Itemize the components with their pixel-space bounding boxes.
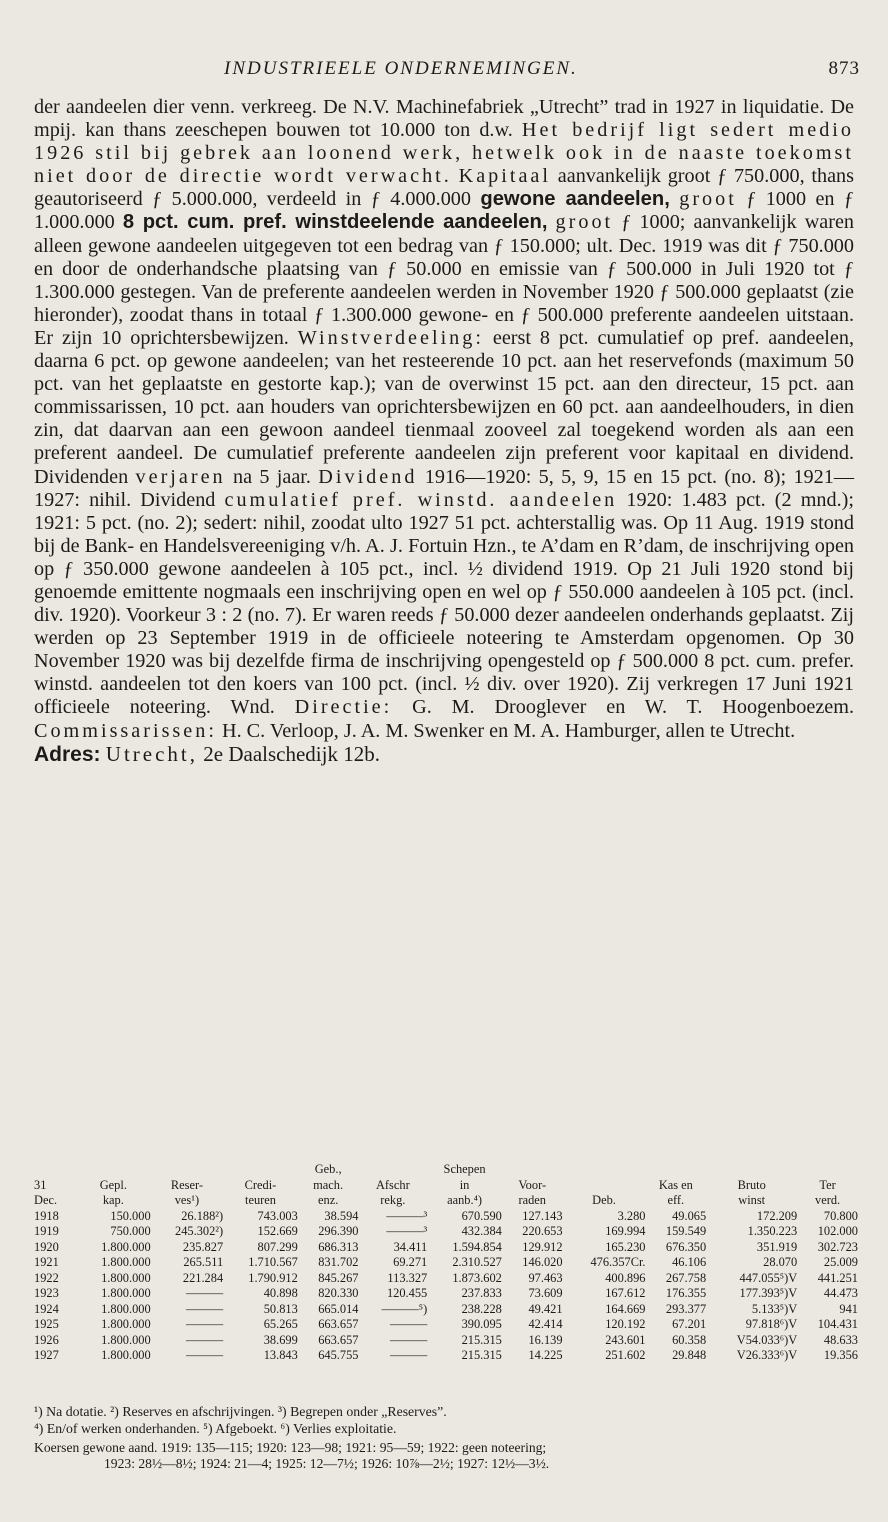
table-cell: 40.898 xyxy=(263,1286,298,1300)
table-cell: 1.800.000 xyxy=(101,1348,151,1362)
table-cell: 120.192 xyxy=(605,1317,646,1331)
table-cell: 38.594 xyxy=(324,1208,359,1223)
table-cell: 1922 xyxy=(34,1270,59,1285)
header-cell: Ter xyxy=(819,1177,836,1192)
table-cell: 44.473 xyxy=(823,1286,858,1300)
directie-label: Directie: xyxy=(294,696,393,719)
table-cell: 941 xyxy=(839,1301,858,1316)
table-cell: 237.833 xyxy=(461,1286,502,1300)
table-cell: 1.800.000 xyxy=(101,1255,151,1269)
table-row xyxy=(34,1333,858,1349)
text-run: na 5 jaar. xyxy=(232,465,311,488)
header-cell xyxy=(358,1162,427,1178)
table-cell: 665.014 xyxy=(318,1301,359,1316)
text-run: eerst 8 pct. cumulatief op pref. aandeelen, daarna 6 pct. op gewone aandeelen; van het resteerende 10 pct. aan het reservefonds (maximum 50 pct. van het geplaatste en gestorte kap.); van de overwinst 15 pct. aan den directeur, 15 pct. aan commissarissen, 10 pct. aan houders van oprichtersbewijzen en 60 pct. aan aandeelhouders, in dien zin, dat daarvan aan een gewoon aandeel tienmaal zooveel zal toegekend worden als aan een preferent aandeel. De cumulatief preferente aandeelen zijn preferent voor kapitaal en dividend. Dividenden xyxy=(34,326,855,488)
table-cell: 127.143 xyxy=(522,1208,563,1223)
footnote-line: ⁴) En/of werken onderhanden. ⁵) Afgeboekt. ⁶) Verlies exploitatie. xyxy=(34,1420,397,1436)
koersen-line: 1923: 28½—8½; 1924: 21—4; 1925: 12—7½; 1926: 10⅞—2½; 1927: 12½—3½. xyxy=(104,1456,550,1471)
table-cell: 150.000 xyxy=(110,1208,151,1223)
table-cell: 97.463 xyxy=(528,1270,563,1285)
adres-city: Utrecht, xyxy=(105,741,199,766)
table-cell: ——— xyxy=(185,1348,224,1362)
table-cell: 48.633 xyxy=(823,1332,858,1347)
header-cell: Kas en xyxy=(658,1177,693,1192)
table-header-row xyxy=(34,1162,858,1178)
header-cell xyxy=(563,1178,646,1194)
table-cell: 26.188²) xyxy=(181,1208,224,1223)
address-line xyxy=(34,743,854,766)
table-cell: 663.657 xyxy=(318,1317,359,1331)
table-cell: 235.827 xyxy=(182,1239,224,1254)
table-cell: 164.669 xyxy=(605,1301,646,1316)
table-cell: 159.549 xyxy=(665,1224,707,1238)
table-cell: 50.813 xyxy=(263,1301,298,1316)
table-cell: 1927 xyxy=(34,1348,59,1362)
table-cell: 1.790.912 xyxy=(248,1270,298,1285)
page-header xyxy=(34,58,860,98)
header-cell: winst xyxy=(738,1193,766,1207)
running-title: INDUSTRIEELE ONDERNEMINGEN. xyxy=(224,58,578,79)
table-row xyxy=(34,1317,858,1333)
table-cell: 34.411 xyxy=(393,1239,428,1254)
text-run: ƒ 1000 en ƒ 1.000.000 xyxy=(34,188,855,234)
text-run: 1916—1920: 5, 5, 9, 15 en 15 pct. (no. 8); 1921—1927: nihil. Dividend xyxy=(34,465,855,511)
table-cell: 25.009 xyxy=(823,1255,858,1269)
gewone-label: gewone aandeelen, xyxy=(480,188,670,211)
table-cell: ———³ xyxy=(386,1224,428,1238)
table-cell: V26.333⁶)V xyxy=(736,1348,798,1362)
table-cell: 28.070 xyxy=(763,1255,798,1269)
table-cell: 1918 xyxy=(34,1208,59,1223)
table-cell: 49.421 xyxy=(528,1301,563,1316)
header-cell: kap. xyxy=(102,1193,124,1207)
table-cell: 1.800.000 xyxy=(101,1270,151,1285)
table-cell: 1920 xyxy=(34,1239,59,1254)
table-cell: 73.609 xyxy=(528,1286,563,1300)
table-cell: 267.758 xyxy=(665,1270,707,1285)
table-cell: 49.065 xyxy=(672,1208,707,1223)
table-header-row xyxy=(34,1178,858,1194)
table-cell: ——— xyxy=(390,1332,428,1347)
table-header-row xyxy=(34,1193,858,1209)
table-cell: ——— xyxy=(390,1317,428,1331)
koersen-line xyxy=(34,1440,858,1456)
table-cell: 167.612 xyxy=(605,1286,646,1300)
table-cell: 831.702 xyxy=(318,1255,359,1269)
header-cell xyxy=(76,1162,151,1178)
spaced-text: Het bedrijf ligt sedert medio 1926 stil bij gebrek aan loonend werk, hetwelk ook in de naaste toekomst niet door de directie wordt verwacht. xyxy=(34,119,854,188)
cumulatief-label: cumulatief pref. winstd. aandeelen xyxy=(224,488,618,511)
table-cell: 221.284 xyxy=(182,1270,224,1285)
groot-label: groot xyxy=(555,211,614,234)
header-cell: Afschr xyxy=(375,1177,410,1192)
winstverdeeling-label: Winstverdeeling: xyxy=(297,326,484,349)
table-cell: ——— xyxy=(185,1301,224,1316)
text-run: der aandeelen dier venn. verkreeg. De N.V. Machinefabriek „Utrecht” trad in 1927 in liquidatie. De mpij. kan thans zeeschepen bouwen tot 10.000 ton d.w. xyxy=(34,96,854,142)
table-cell: 2.310.527 xyxy=(452,1255,502,1269)
table-cell: 293.377 xyxy=(665,1301,707,1316)
table-cell: 1921 xyxy=(34,1255,59,1269)
text-run: 1920: 1.483 pct. (2 mnd.); 1921: 5 pct. (no. 2); sedert: nihil, zoodat ulto 1927 51 pct. achterstallig was. Op 11 Aug. 1919 stond bij de Bank- en Handelsvereeniging v/h. A. J. Fortuin Hzn., te A’dam en R’dam, de inschrijving open op ƒ 350.000 gewone aandeelen à 105 pct., incl. ½ dividend 1919. Op 21 Juli 1920 stond bij genoemde emittente nogmaals een inschrijving open en wel op ƒ 550.000 aandeelen à 105 pct. (incl. div. 1920). Voorkeur 3 : 2 (no. 7). Er waren reeds ƒ 50.000 dezer aandeelen onderhands geplaatst. Zij werden op 23 September 1919 in de officieele noteering te Amsterdam opgenomen. Op 30 November 1920 was bij dezelfde firma de inschrijving opengesteld op ƒ 500.000 8 pct. cum. prefer. winstd. aandeelen tot den koers van 100 pct. (incl. ½ div. over 1920). Zij verkregen 17 Juni 1921 officieele noteering. Wnd. xyxy=(34,488,854,719)
table-cell: 177.393⁵)V xyxy=(739,1286,798,1300)
table-cell: 220.653 xyxy=(522,1224,563,1238)
table-cell: 14.225 xyxy=(528,1348,563,1362)
table-cell: 243.601 xyxy=(605,1332,646,1347)
header-cell: ves¹) xyxy=(174,1193,200,1207)
table-cell: 97.818⁶)V xyxy=(745,1317,798,1331)
header-cell: in xyxy=(459,1177,470,1192)
table-cell: 476.357Cr. xyxy=(590,1255,646,1269)
table-cell: ——— xyxy=(185,1332,224,1347)
table-cell: 676.350 xyxy=(665,1239,707,1254)
table-cell: 3.280 xyxy=(617,1208,646,1223)
header-cell xyxy=(706,1162,797,1178)
adres-label: Adres: xyxy=(34,742,101,766)
table-cell: 400.896 xyxy=(605,1270,646,1285)
table-cell: 351.919 xyxy=(756,1239,798,1254)
table-row xyxy=(34,1209,858,1225)
text-run: aanvankelijk groot ƒ 750.000, thans geautoriseerd ƒ 5.000.000, verdeeld in ƒ 4.000.000 xyxy=(34,165,854,211)
table-row xyxy=(34,1348,858,1364)
table-cell: ——— xyxy=(390,1348,428,1362)
table-cell: 807.299 xyxy=(257,1239,298,1254)
header-cell xyxy=(797,1162,858,1178)
header-cell: teuren xyxy=(245,1193,276,1207)
footnote-line: ¹) Na dotatie. ²) Reserves en afschrijvingen. ³) Begrepen onder „Reserves”. xyxy=(34,1404,447,1419)
table-row xyxy=(34,1255,858,1271)
koersen-label: Koersen xyxy=(34,1440,80,1455)
table-cell: 19.356 xyxy=(823,1348,858,1362)
table-cell: 645.755 xyxy=(318,1348,359,1362)
header-cell: Deb. xyxy=(592,1193,616,1207)
table-cell: ——— xyxy=(185,1286,224,1300)
text-run: ƒ 1000; aanvankelijk waren alleen gewone aandeelen uitgegeven tot een bedrag van ƒ 150.000; ult. Dec. 1919 was dit ƒ 750.000 en door de onderhandsche plaatsing van ƒ 50.000 en emissie van ƒ 500.000 in Juli 1920 tot ƒ 1.300.000 gestegen. Van de preferente aandeelen werden in November 1920 ƒ 500.000 geplaatst (zie hieronder), zoodat thans in totaal ƒ 1.300.000 gewone- en ƒ 500.000 preferente aandeelen uitstaan. Er zijn 10 oprichtersbewijzen. xyxy=(34,211,855,349)
table-row xyxy=(34,1240,858,1256)
header-cell xyxy=(34,1162,76,1178)
table-cell: 16.139 xyxy=(528,1332,563,1347)
table-cell: 46.106 xyxy=(672,1255,707,1269)
table-cell: 1919 xyxy=(34,1224,59,1238)
table-cell: 67.201 xyxy=(672,1317,707,1331)
table-row xyxy=(34,1286,858,1302)
table-cell: 390.095 xyxy=(461,1317,502,1331)
text-run: G. M. Drooglever en W. T. Hoogenboezem. xyxy=(412,696,854,719)
header-cell: raden xyxy=(518,1193,546,1207)
header-cell: Reser- xyxy=(170,1177,203,1192)
table-cell: 70.800 xyxy=(823,1208,858,1223)
table-cell: 302.723 xyxy=(817,1239,858,1254)
table-cell: 1.800.000 xyxy=(101,1239,151,1254)
table-cell: ——— xyxy=(185,1317,224,1331)
table-cell: 441.251 xyxy=(817,1270,858,1285)
header-cell xyxy=(502,1162,563,1178)
table-cell: 1.873.602 xyxy=(452,1270,502,1285)
header-cell xyxy=(646,1162,707,1178)
table-cell: 5.133⁵)V xyxy=(751,1301,798,1316)
table-row xyxy=(34,1224,858,1240)
table-cell: 113.327 xyxy=(387,1270,428,1285)
table-cell: 129.912 xyxy=(522,1239,563,1254)
header-cell: enz. xyxy=(318,1193,339,1207)
table-cell: 1.594.854 xyxy=(452,1239,502,1254)
table-cell: 296.390 xyxy=(318,1224,359,1238)
financial-table xyxy=(34,1162,858,1364)
table-cell: 1.350.223 xyxy=(747,1224,798,1238)
header-cell: mach. xyxy=(313,1177,344,1192)
verjaren-label: verjaren xyxy=(135,465,226,488)
pref-label: 8 pct. cum. pref. winstdeelende aandeelen, xyxy=(122,211,548,234)
table-cell: 169.994 xyxy=(605,1224,646,1238)
header-cell: Geb., xyxy=(314,1162,342,1176)
footnotes xyxy=(34,1404,858,1437)
text-run: H. C. Verloop, J. A. M. Swenker en M. A. Hamburger, allen te Utrecht. xyxy=(222,719,796,742)
table-body xyxy=(34,1209,858,1364)
page-number: 873 xyxy=(828,58,860,79)
table-cell: 238.228 xyxy=(461,1301,502,1316)
header-cell xyxy=(151,1162,224,1178)
table-cell: 686.313 xyxy=(318,1239,359,1254)
header-cell: aanb.⁴) xyxy=(447,1193,483,1207)
header-cell: Voor- xyxy=(518,1177,547,1192)
table-cell: 42.414 xyxy=(528,1317,563,1331)
groot-label: groot xyxy=(679,188,737,211)
table-cell: 447.055⁵)V xyxy=(739,1270,798,1285)
table-cell: 215.315 xyxy=(461,1348,502,1362)
paragraph xyxy=(34,96,854,743)
table-cell: 1.800.000 xyxy=(101,1317,151,1331)
table-row xyxy=(34,1302,858,1318)
commissarissen-label: Commissarissen: xyxy=(34,719,217,742)
header-cell: 31 xyxy=(34,1177,47,1192)
table-cell: 1923 xyxy=(34,1286,59,1300)
header-cell: Gepl. xyxy=(99,1177,127,1192)
table-cell: 104.431 xyxy=(817,1317,858,1331)
table-cell: 152.669 xyxy=(257,1224,298,1238)
table-cell: 1926 xyxy=(34,1332,59,1347)
table-cell: 165.230 xyxy=(605,1239,646,1254)
table-cell: 265.511 xyxy=(183,1255,224,1269)
table-row xyxy=(34,1271,858,1287)
table-cell: 176.355 xyxy=(665,1286,707,1300)
header-cell: Bruto xyxy=(737,1177,766,1192)
table-cell: 1.800.000 xyxy=(101,1301,151,1316)
table-cell: 1.800.000 xyxy=(101,1286,151,1300)
table-cell: 120.455 xyxy=(386,1286,428,1300)
table-cell: 245.302²) xyxy=(175,1224,224,1238)
header-cell: eff. xyxy=(667,1193,685,1207)
header-cell: verd. xyxy=(815,1193,841,1207)
table-cell: 13.843 xyxy=(263,1348,298,1362)
table-cell: 69.271 xyxy=(393,1255,428,1269)
table-cell: 172.209 xyxy=(756,1208,798,1223)
table-cell: 38.699 xyxy=(263,1332,298,1347)
table-cell: 251.602 xyxy=(605,1348,646,1362)
table-cell: 1.710.567 xyxy=(248,1255,298,1269)
dividend-label: Dividend xyxy=(318,465,418,488)
table-cell: 820.330 xyxy=(318,1286,359,1300)
table-cell: V54.033⁶)V xyxy=(736,1332,798,1347)
table-cell: 1925 xyxy=(34,1317,59,1331)
header-cell: Dec. xyxy=(34,1193,58,1207)
kapitaal-label: Kapitaal xyxy=(458,165,552,188)
table-cell: 432.384 xyxy=(461,1224,502,1238)
table-cell: ———⁵) xyxy=(381,1301,428,1316)
table-cell: 65.265 xyxy=(263,1317,298,1331)
table-cell: 29.848 xyxy=(672,1348,707,1362)
header-cell: rekg. xyxy=(380,1193,406,1207)
article-body xyxy=(34,96,854,766)
header-cell xyxy=(223,1162,298,1178)
table-cell: 1924 xyxy=(34,1301,59,1316)
table-cell: 102.000 xyxy=(817,1224,858,1238)
header-cell xyxy=(563,1162,646,1178)
header-cell: Credi- xyxy=(244,1177,277,1192)
table-cell: 60.358 xyxy=(672,1332,707,1347)
table-cell: ———³ xyxy=(386,1208,428,1223)
table-cell: 663.657 xyxy=(318,1332,359,1347)
koersen-block xyxy=(34,1440,858,1472)
adres-street: 2e Daalschedijk 12b. xyxy=(203,741,380,766)
table-cell: 215.315 xyxy=(461,1332,502,1347)
header-cell: Schepen xyxy=(443,1162,486,1176)
table-cell: 146.020 xyxy=(522,1255,563,1269)
koersen-text: gewone aand. 1919: 135—115; 1920: 123—98; 1921: 95—59; 1922: geen noteering; xyxy=(82,1440,547,1455)
table-cell: 845.267 xyxy=(318,1270,359,1285)
table-cell: 670.590 xyxy=(461,1208,502,1223)
table-cell: 750.000 xyxy=(110,1224,151,1238)
table-cell: 743.003 xyxy=(257,1208,298,1223)
table-cell: 1.800.000 xyxy=(101,1332,151,1347)
